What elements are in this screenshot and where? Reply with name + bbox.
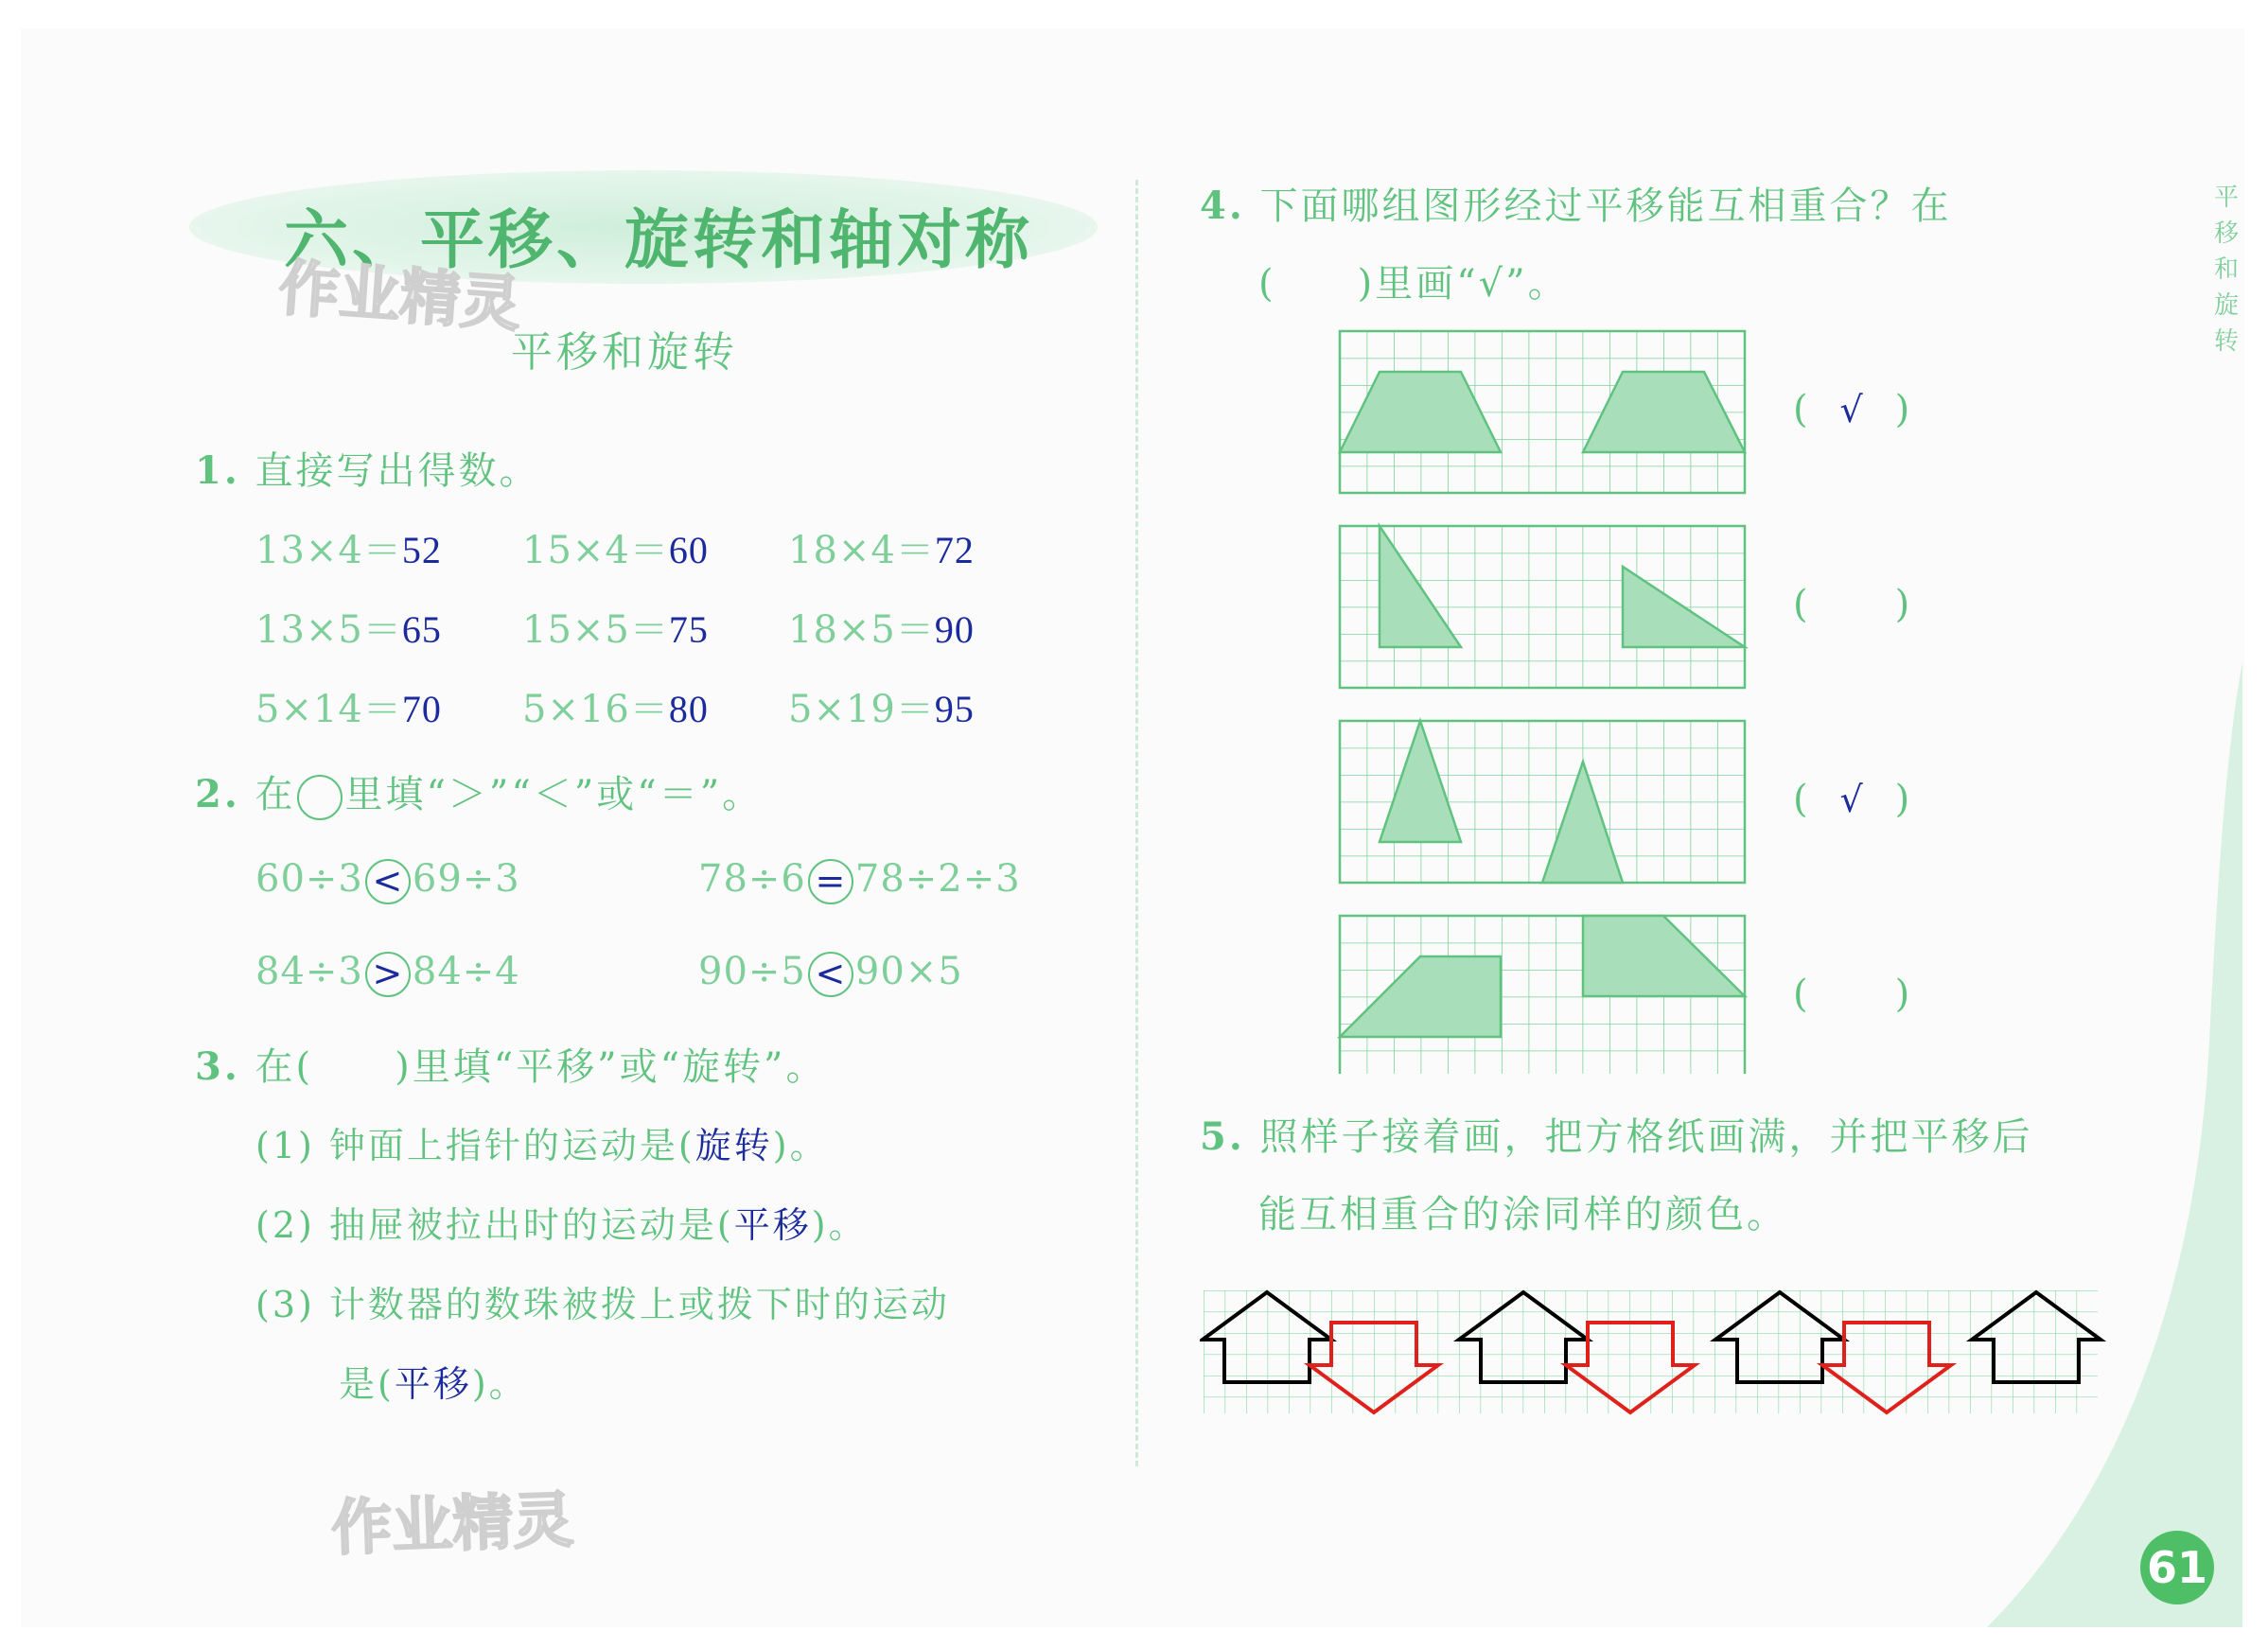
q1-item: 18×5＝90 [788, 608, 975, 652]
q4-line-2: ( )里画“√”。 [1258, 262, 1569, 306]
column-divider [1135, 180, 1138, 1466]
q5-heading: 5. 照样子接着画，把方格纸画满，并把平移后 [1200, 1114, 2033, 1159]
q2-item: 60÷3 < 69÷3 [255, 857, 520, 904]
q1-item: 5×19＝95 [788, 688, 975, 731]
q3-heading: 3. 在( )里填“平移”或“旋转”。 [195, 1044, 827, 1089]
q4-answer-2: ( ) [1793, 583, 1912, 626]
grid-2 [1340, 526, 1745, 688]
q3-item-1: (1) 钟面上指针的运动是(旋转)。 [255, 1125, 829, 1166]
page-number: 61 [2140, 1531, 2214, 1604]
q1-item: 5×14＝70 [255, 688, 442, 731]
section-subtitle: 平移和旋转 [511, 328, 738, 377]
circle-symbol [297, 775, 343, 820]
grid-3 [1340, 721, 1745, 883]
watermark-bottom: 作业精灵 [329, 1485, 575, 1565]
compare-circle: = [808, 859, 853, 904]
q1-text: 直接写出得数。 [255, 449, 540, 493]
q1-item: 15×4＝60 [522, 529, 709, 572]
grid-1 [1340, 331, 1745, 493]
q2-heading: 2. 在 里填“＞”“＜”或“＝”。 [195, 764, 763, 820]
q3-item-2: (2) 抽屉被拉出时的运动是(平移)。 [255, 1204, 868, 1246]
q3-item-3: (3) 计数器的数珠被拨上或拨下时的运动 [255, 1284, 950, 1325]
compare-circle: < [365, 859, 411, 904]
q2-item: 90÷5 < 90×5 [698, 950, 963, 997]
side-chapter-label: 平移和旋转 [2213, 184, 2239, 356]
q5-arrow-grid [1200, 1287, 2108, 1429]
q4-answer-4: ( ) [1793, 973, 1912, 1016]
q1-number: 1. [195, 448, 240, 493]
q5-line-2: 能互相重合的涂同样的颜色。 [1258, 1193, 1787, 1236]
compare-circle: > [365, 952, 411, 997]
q5-number: 5. [1200, 1114, 1245, 1159]
q4-grids [1334, 326, 1750, 1074]
q3-item-3-cont: 是(平移)。 [339, 1363, 528, 1405]
q1-item: 5×16＝80 [522, 688, 709, 731]
grid-4 [1340, 916, 1745, 1074]
q1-item: 15×5＝75 [522, 608, 709, 652]
chapter-title: 六、平移、旋转和轴对称 [284, 202, 1034, 278]
q3-number: 3. [195, 1044, 240, 1089]
q4-answer-1: ( √ ) [1793, 388, 1912, 431]
q4-heading: 4. 下面哪组图形经过平移能互相重合？在 [1200, 184, 1952, 228]
q1-item: 13×4＝52 [255, 529, 442, 572]
q2-number: 2. [195, 772, 240, 816]
compare-circle: < [808, 952, 853, 997]
corner-decoration [1987, 662, 2242, 1627]
q2-item: 78÷6 = 78÷2÷3 [698, 857, 1021, 904]
q4-answer-3: ( √ ) [1793, 778, 1912, 821]
q1-heading [195, 441, 539, 495]
q2-item: 84÷3 > 84÷4 [255, 950, 520, 997]
q1-item: 18×4＝72 [788, 529, 975, 572]
q1-item: 13×5＝65 [255, 608, 442, 652]
watermark-top: 作业精灵 [276, 254, 523, 341]
q4-number: 4. [1200, 184, 1245, 228]
